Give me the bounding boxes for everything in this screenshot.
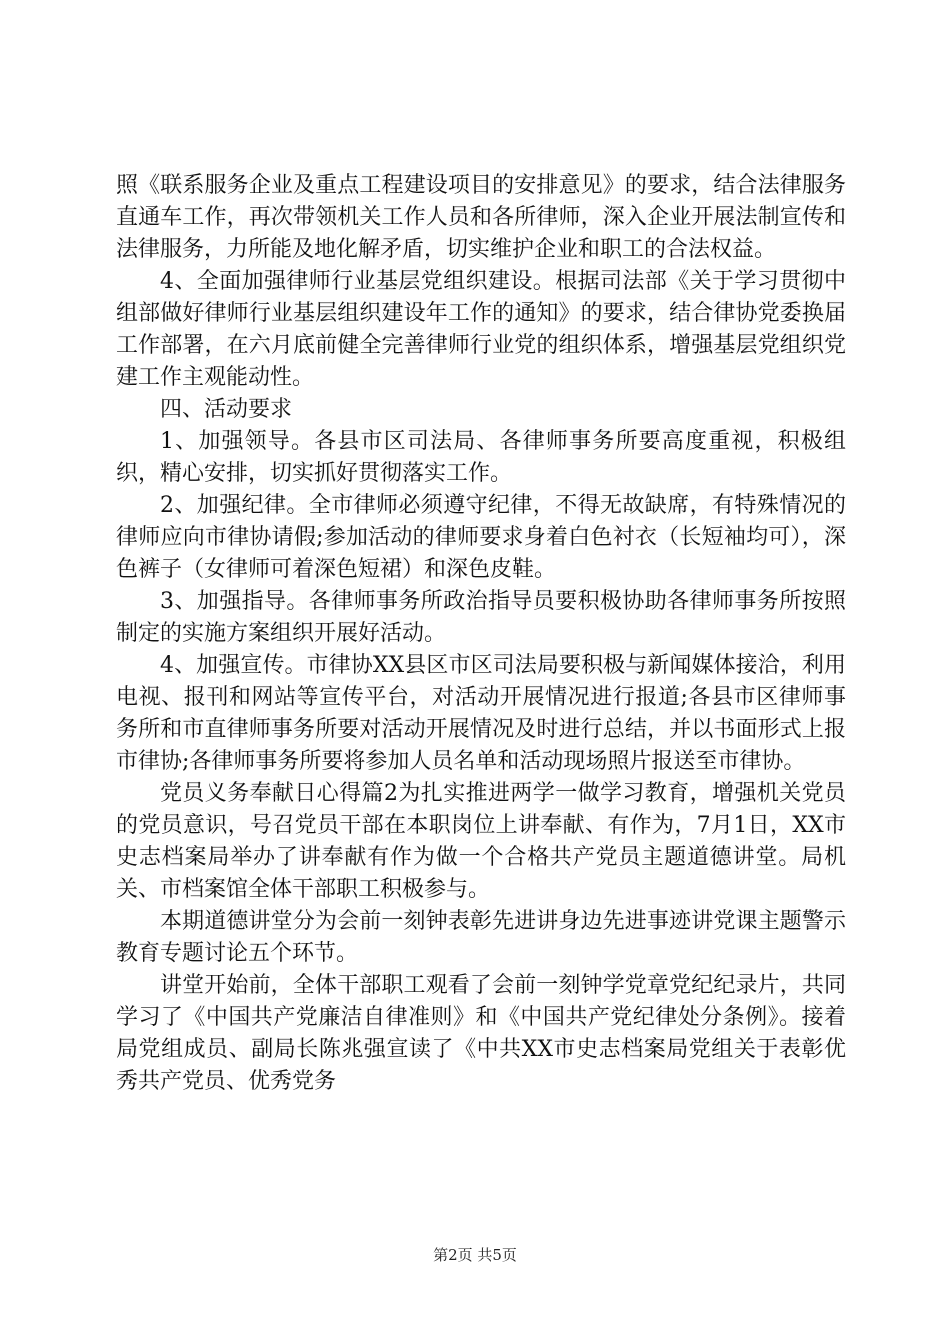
paragraph-lecture-sessions: 本期道德讲堂分为会前一刻钟表彰先进讲身边先进事迹讲党课主题警示教育专题讨论五个环节。 <box>116 909 846 966</box>
document-body <box>116 170 846 1098</box>
paragraph-item-3-guidance: 3、加强指导。各律师事务所政治指导员要积极协助各律师事务所按照制定的实施方案组织开展好活动。 <box>116 589 846 646</box>
paragraph-article-2-intro: 党员义务奉献日心得篇2为扎实推进两学一做学习教育，增强机关党员的党员意识，号召党员干部在本职岗位上讲奉献、有作为，7月1日，XX市史志档案局举办了讲奉献有作为做一个合格共产党员主题道德讲堂。局机关、市档案馆全体干部职工积极参与。 <box>116 781 846 902</box>
paragraph-item-1-leadership: 1、加强领导。各县市区司法局、各律师事务所要高度重视，积极组织，精心安排，切实抓好贯彻落实工作。 <box>116 429 846 486</box>
paragraph-item-2-discipline: 2、加强纪律。全市律师必须遵守纪律，不得无故缺席，有特殊情况的律师应向市律协请假;参加活动的律师要求身着白色衬衣（长短袖均可），深色裤子（女律师可着深色短裙）和深色皮鞋。 <box>116 493 846 582</box>
paragraph-lecture-start: 讲堂开始前，全体干部职工观看了会前一刻钟学党章党纪纪录片，共同学习了《中国共产党廉洁自律准则》和《中国共产党纪律处分条例》。接着局党组成员、副局长陈兆强宣读了《中共XX市史志档案局党组关于表彰优秀共产党员、优秀党务 <box>116 973 846 1094</box>
section-heading-activity-requirements: 四、活动要求 <box>160 397 293 422</box>
page-number-footer: 第2页 共5页 <box>433 1246 517 1264</box>
paragraph-continuation: 照《联系服务企业及重点工程建设项目的安排意见》的要求，结合法律服务直通车工作，再次带领机关工作人员和各所律师，深入企业开展法制宣传和法律服务，力所能及地化解矛盾，切实维护企业和职工的合法权益。 <box>116 173 846 262</box>
paragraph-item-4-party-building: 4、全面加强律师行业基层党组织建设。根据司法部《关于学习贯彻中组部做好律师行业基层组织建设年工作的通知》的要求，结合律协党委换届工作部署，在六月底前健全完善律师行业党的组织体系，增强基层党组织党建工作主观能动性。 <box>116 269 846 390</box>
paragraph-item-4-publicity: 4、加强宣传。市律协XX县区市区司法局要积极与新闻媒体接洽，利用电视、报刊和网站等宣传平台，对活动开展情况进行报道;各县市区律师事务所和市直律师事务所要对活动开展情况及时进行总结，并以书面形式上报市律协;各律师事务所要将参加人员名单和活动现场照片报送至市律协。 <box>116 653 846 774</box>
